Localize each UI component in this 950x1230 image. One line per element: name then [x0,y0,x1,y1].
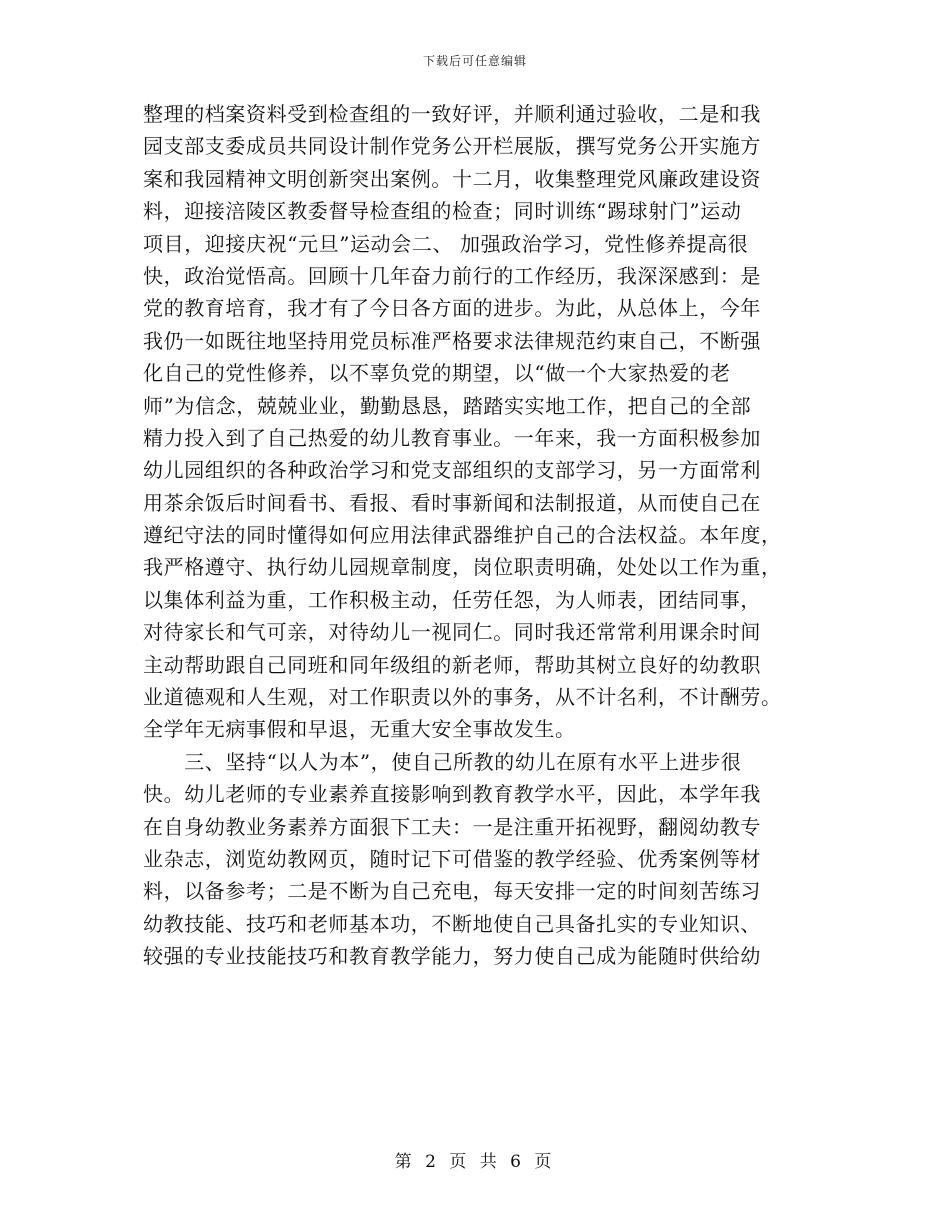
text-line: 案和我园精神文明创新突出案例。十二月，收集整理党风廉政建设资 [143,166,761,191]
text-line: 我严格遵守、执行幼儿园规章制度，岗位职责明确，处处以工作为重， [143,555,782,580]
text-line: 快。幼儿老师的专业素养直接影响到教育教学水平，因此，本学年我 [143,782,761,807]
text-line: 整理的档案资料受到检查组的一致好评，并顺利通过验收，二是和我 [143,102,761,126]
text-line: 遵纪守法的同时懂得如何应用法律武器维护自己的合法权益。本年度， [143,523,782,548]
text-line: 业道德观和人生观，对工作职责以外的事务，从不计名利，不计酬劳。 [143,685,782,710]
text-line: 较强的专业技能技巧和教育教学能力，努力使自己成为能随时供给幼 [143,944,761,969]
text-line: 化自己的党性修养，以不辜负党的期望，以“做一个大家热爱的老 [143,361,731,386]
text-line: 师”为信念，兢兢业业，勤勤恳恳，踏踏实实地工作，把自己的全部 [143,393,752,418]
text-line: 在自身幼教业务素养方面狠下工夫：一是注重开拓视野，翻阅幼教专 [143,814,761,839]
text-line: 园支部支委成员共同设计制作党务公开栏展版，撰写党务公开实施方 [143,134,761,159]
text-line: 党的教育培育，我才有了今日各方面的进步。为此，从总体上，今年 [143,296,761,321]
text-line: 业杂志，浏览幼教网页，随时记下可借鉴的教学经验、优秀案例等材 [143,846,761,871]
text-line: 项目，迎接庆祝“元旦”运动会二、 加强政治学习，党性修养提高很 [143,231,749,256]
text-line: 以集体利益为重，工作积极主动，任劳任怨，为人师表，团结同事， [143,587,761,612]
document-body [143,98,808,973]
text-line: 对待家长和气可亲，对待幼儿一视同仁。同时我还常常利用课余时间 [143,620,761,645]
text-line: 我仍一如既往地坚持用党员标准严格要求法律规范约束自己，不断强 [143,328,761,353]
text-line: 快，政治觉悟高。回顾十几年奋力前行的工作经历，我深深感到：是 [143,263,761,288]
text-line: 幼教技能、技巧和老师基本功，不断地使自己具备扎实的专业知识、 [143,911,761,936]
text-line: 主动帮助跟自己同班和同年级组的新老师，帮助其树立良好的幼教职 [143,652,761,677]
text-line: 全学年无病事假和早退，无重大安全事故发生。 [143,717,576,742]
text-line: 三、坚持“以人为本”，使自己所教的幼儿在原有水平上进步很 [143,749,742,774]
page-number-footer: 第 2 页 共 6 页 [394,1152,556,1172]
text-line: 料，迎接涪陵区教委督导检查组的检查；同时训练“踢球射门”运动 [143,199,742,224]
text-line: 用茶余饭后时间看书、看报、看时事新闻和法制报道，从而使自己在 [143,490,761,515]
text-line: 料，以备参考；二是不断为自己充电，每天安排一定的时间刻苦练习 [143,879,761,904]
page-header: 下载后可任意编辑 [422,54,527,68]
text-line: 幼儿园组织的各种政治学习和党支部组织的支部学习，另一方面常利 [143,458,761,483]
text-line: 精力投入到了自己热爱的幼儿教育事业。一年来，我一方面积极参加 [143,425,761,450]
